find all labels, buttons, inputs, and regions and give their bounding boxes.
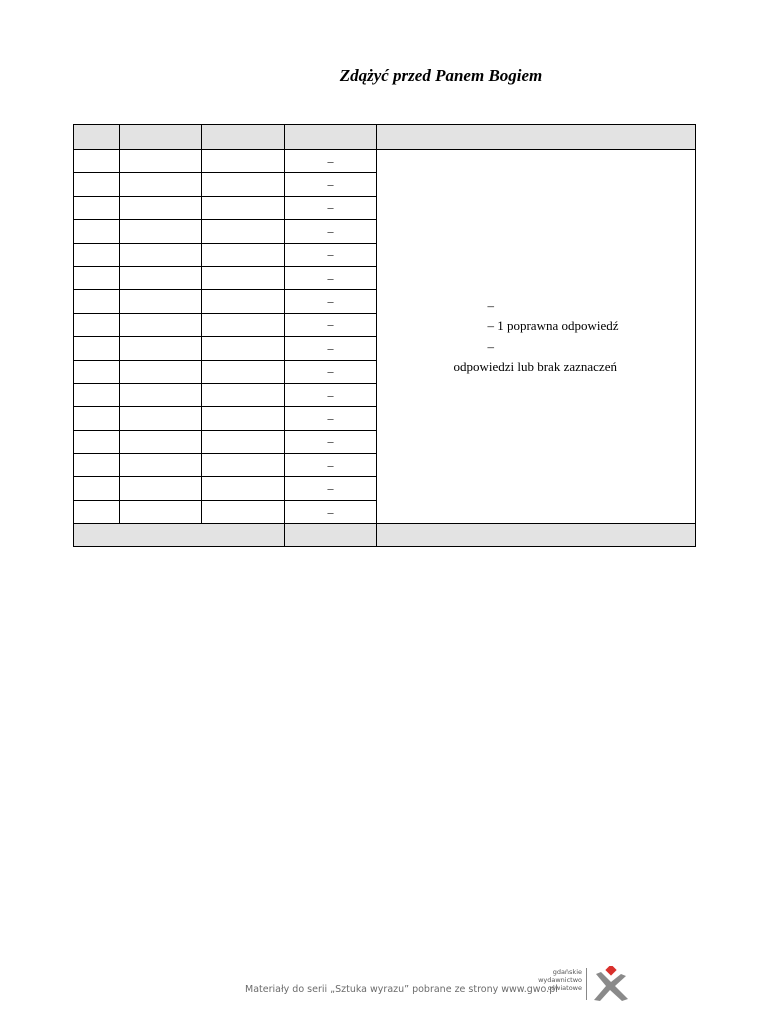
table-cell (202, 500, 285, 523)
table-cell (74, 337, 120, 360)
table-cell (202, 243, 285, 266)
table-cell (74, 290, 120, 313)
criteria-line: odpowiedzi lub brak zaznaczeń (453, 358, 617, 374)
table-cell (120, 360, 202, 383)
points-cell: – (285, 266, 377, 289)
table-cell (120, 290, 202, 313)
publisher-logo-icon (590, 966, 632, 1004)
publisher-block (536, 966, 636, 1004)
table-cell (202, 407, 285, 430)
table-cell (74, 266, 120, 289)
table-row (74, 150, 696, 173)
table-cell (74, 430, 120, 453)
points-cell: – (285, 360, 377, 383)
footer-blank-cell (377, 524, 696, 547)
points-cell: – (285, 243, 377, 266)
table-cell (202, 430, 285, 453)
criteria-line: – (487, 298, 494, 314)
table-cell (202, 150, 285, 173)
table-footer-row (74, 524, 696, 547)
table-cell (74, 360, 120, 383)
publisher-name-line: wydawnictwo (538, 975, 582, 984)
header-cell (202, 125, 285, 150)
table-cell (74, 220, 120, 243)
criteria-cell (377, 150, 696, 524)
table-cell (202, 173, 285, 196)
table-header-row (74, 125, 696, 150)
table-cell (74, 150, 120, 173)
points-cell: – (285, 430, 377, 453)
table-cell (120, 313, 202, 336)
table-cell (74, 383, 120, 406)
table-cell (120, 477, 202, 500)
table-cell (202, 383, 285, 406)
table-cell (74, 500, 120, 523)
table-cell (202, 313, 285, 336)
header-cell (285, 125, 377, 150)
publisher-divider (586, 968, 587, 1000)
points-cell: – (285, 500, 377, 523)
footer-source-text: Materiały do serii „Sztuka wyrazu” pobrane ze strony www.gwo.pl (245, 984, 558, 995)
table-cell (202, 454, 285, 477)
publisher-name (536, 969, 582, 992)
table-cell (202, 220, 285, 243)
table-cell (120, 150, 202, 173)
table-cell (202, 360, 285, 383)
table-cell (120, 243, 202, 266)
logo-square-shape (605, 966, 616, 976)
logo-figure-shape (594, 972, 628, 1001)
points-cell: – (285, 383, 377, 406)
points-cell: – (285, 313, 377, 336)
criteria-line: – (487, 338, 494, 354)
table-cell (202, 337, 285, 360)
points-cell: – (285, 196, 377, 219)
table-cell (120, 173, 202, 196)
criteria-line: – 1 poprawna odpowiedź (487, 318, 619, 334)
table-cell (202, 290, 285, 313)
points-cell: – (285, 220, 377, 243)
criteria-text (453, 296, 618, 377)
header-cell (377, 125, 696, 150)
header-cell (120, 125, 202, 150)
header-cell (74, 125, 120, 150)
table-cell (74, 196, 120, 219)
table-cell (202, 477, 285, 500)
table-cell (120, 196, 202, 219)
document-title: Zdążyć przed Panem Bogiem (339, 66, 543, 85)
publisher-name-line: oświatowe (547, 983, 582, 992)
table-cell (74, 454, 120, 477)
points-cell: – (285, 407, 377, 430)
points-cell: – (285, 454, 377, 477)
table-cell (120, 383, 202, 406)
table-cell (120, 430, 202, 453)
points-cell: – (285, 290, 377, 313)
table-cell (120, 454, 202, 477)
footer-label-cell (74, 524, 285, 547)
table-cell (120, 500, 202, 523)
table-cell (120, 407, 202, 430)
table-cell (120, 266, 202, 289)
table-cell (202, 196, 285, 219)
answer-table (73, 124, 696, 547)
points-cell: – (285, 150, 377, 173)
table-cell (74, 407, 120, 430)
points-cell: – (285, 477, 377, 500)
table-cell (202, 266, 285, 289)
publisher-name-line: gdańskie (552, 968, 582, 976)
points-cell: – (285, 173, 377, 196)
table-cell (120, 220, 202, 243)
table-cell (74, 313, 120, 336)
points-cell: – (285, 337, 377, 360)
table-cell (74, 243, 120, 266)
table-cell (74, 477, 120, 500)
table-cell (74, 173, 120, 196)
footer-points-cell (285, 524, 377, 547)
table-cell (120, 337, 202, 360)
